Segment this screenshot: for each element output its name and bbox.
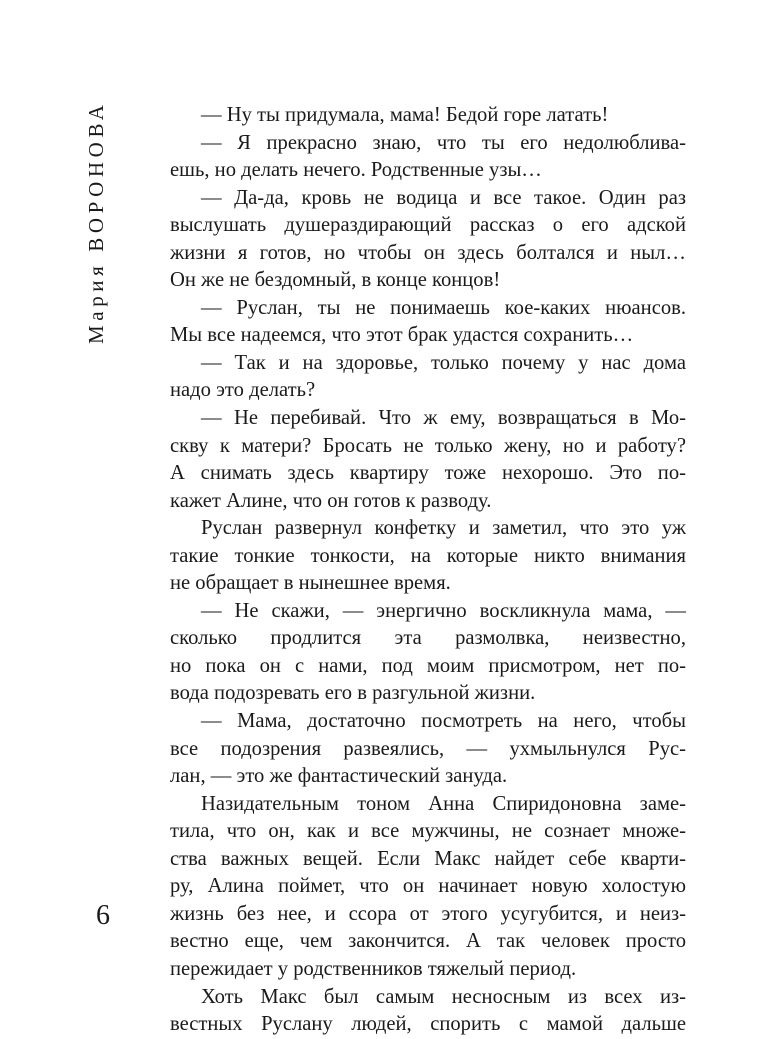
text-line: ешь, но делать нечего. Родственные узы… bbox=[170, 159, 542, 182]
text-line: ру, Алина поймет, что он начинает новую холостую bbox=[170, 875, 686, 898]
text-line: — Не скажи, — энергично воскликнула мама, — bbox=[201, 599, 686, 622]
paragraph bbox=[170, 984, 686, 1039]
paragraph bbox=[170, 598, 686, 708]
page-number: 6 bbox=[96, 900, 110, 931]
text-line: ства важных вещей. Если Макс найдет себе кварти- bbox=[170, 847, 686, 870]
text-line: вестно еще, чем закончится. А так человек просто bbox=[170, 930, 686, 953]
paragraph bbox=[170, 515, 686, 598]
text-line: сколько продлится эта размолвка, неизвестно, bbox=[170, 627, 686, 650]
text-line: Он же не бездомный, в конце концов! bbox=[170, 269, 501, 292]
paragraph bbox=[170, 405, 686, 515]
paragraph bbox=[170, 350, 686, 405]
text-line: скву к матери? Бросать не только жену, но и работу? bbox=[170, 434, 686, 457]
text-line: — Да-да, кровь не водица и все такое. Один раз bbox=[201, 186, 686, 209]
text-line: не обращает в нынешнее время. bbox=[170, 572, 451, 595]
body-text bbox=[170, 102, 686, 1039]
paragraph bbox=[170, 130, 686, 185]
text-line: тила, что он, как и все мужчины, не сознает множе- bbox=[170, 820, 686, 843]
text-line: — Руслан, ты не понимаешь кое-каких нюансов. bbox=[201, 296, 686, 319]
text-line: — Так и на здоровье, только почему у нас дома bbox=[201, 351, 686, 374]
text-line: вестных Руслану людей, спорить с мамой дальше bbox=[170, 1013, 686, 1036]
text-line: такие тонкие тонкости, на которые никто внимания bbox=[170, 544, 686, 567]
paragraph bbox=[170, 708, 686, 791]
text-line: А снимать здесь квартиру тоже нехорошо. Это по- bbox=[170, 462, 686, 485]
paragraph bbox=[170, 185, 686, 295]
text-line: все подозрения развеялись, — ухмыльнулся Рус- bbox=[170, 737, 686, 760]
text-line: пережидает у родственников тяжелый период. bbox=[170, 957, 577, 980]
text-line: выслушать душераздирающий рассказ о его адской bbox=[170, 214, 686, 237]
text-line: — Не перебивай. Что ж ему, возвращаться в Мо- bbox=[201, 407, 686, 430]
running-head: Мария ВОРОНОВА bbox=[84, 100, 108, 344]
text-line: надо это делать? bbox=[170, 379, 316, 402]
text-line: — Я прекрасно знаю, что ты его недолюблива- bbox=[201, 131, 686, 154]
text-line: — Мама, достаточно посмотреть на него, чтобы bbox=[201, 710, 686, 733]
text-line: Назидательным тоном Анна Спиридоновна заме- bbox=[201, 792, 686, 815]
text-line: лан, — это же фантастический зануда. bbox=[170, 765, 508, 788]
text-line: вода подозревать его в разгульной жизни. bbox=[170, 682, 536, 705]
text-line: но пока он с нами, под моим присмотром, нет по- bbox=[170, 654, 686, 677]
text-line: Хоть Макс был самым несносным из всех из- bbox=[201, 985, 686, 1008]
text-line: кажет Алине, что он готов к разводу. bbox=[170, 489, 492, 512]
text-line: жизни я готов, но чтобы он здесь болтался и ныл… bbox=[170, 241, 686, 264]
text-line: Руслан развернул конфетку и заметил, что это уж bbox=[201, 517, 686, 540]
text-line: Мы все надеемся, что этот брак удастся сохранить… bbox=[170, 324, 634, 347]
text-line: — Ну ты придумала, мама! Бедой горе латать! bbox=[201, 104, 609, 126]
paragraph bbox=[170, 791, 686, 984]
text-line: жизнь без нее, и ссора от этого усугубится, и неиз- bbox=[170, 902, 686, 925]
paragraph bbox=[170, 102, 686, 130]
paragraph bbox=[170, 295, 686, 350]
